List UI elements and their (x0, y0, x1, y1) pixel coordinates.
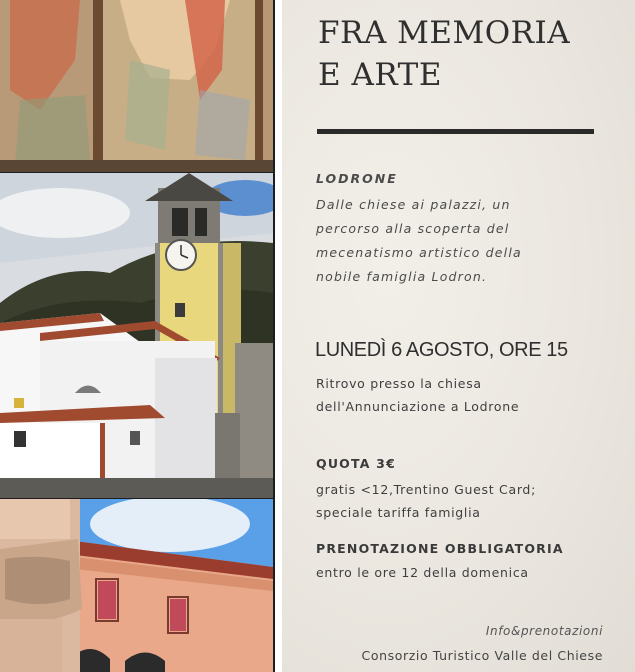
booking-label: PRENOTAZIONE OBBLIGATORIA (316, 541, 564, 556)
event-description (316, 193, 616, 289)
description-line: Dalle chiese ai palazzi, un (316, 197, 511, 212)
event-title-line-1: FRA MEMORIA (318, 15, 571, 51)
fresco-photo (0, 0, 273, 172)
organizer-name: Consorzio Turistico Valle del Chiese (361, 648, 603, 663)
event-title-line-2: E ARTE (318, 57, 442, 93)
meeting-point (316, 372, 616, 418)
palazzo-photo (0, 499, 273, 672)
description-line: percorso alla scoperta del (316, 221, 510, 236)
event-date: LUNEDÌ 6 AGOSTO, ORE 15 (315, 339, 568, 361)
church-photo (0, 173, 273, 498)
quota-details (316, 478, 626, 524)
meeting-point-line: Ritrovo presso la chiesa (316, 376, 482, 391)
event-title (318, 12, 570, 96)
info-panel (282, 0, 635, 672)
description-line: mecenatismo artistico della (316, 245, 522, 260)
quota-line: speciale tariffa famiglia (316, 505, 481, 520)
booking-deadline: entro le ore 12 della domenica (316, 565, 529, 580)
quota-label: QUOTA 3€ (316, 456, 396, 471)
info-label: Info&prenotazioni (485, 624, 603, 638)
description-line: nobile famiglia Lodron. (316, 269, 488, 284)
location-label: LODRONE (316, 171, 398, 186)
photo-column (0, 0, 275, 672)
meeting-point-line: dell'Annunciazione a Lodrone (316, 399, 520, 414)
quota-line: gratis <12,Trentino Guest Card; (316, 482, 536, 497)
title-divider (317, 129, 594, 134)
